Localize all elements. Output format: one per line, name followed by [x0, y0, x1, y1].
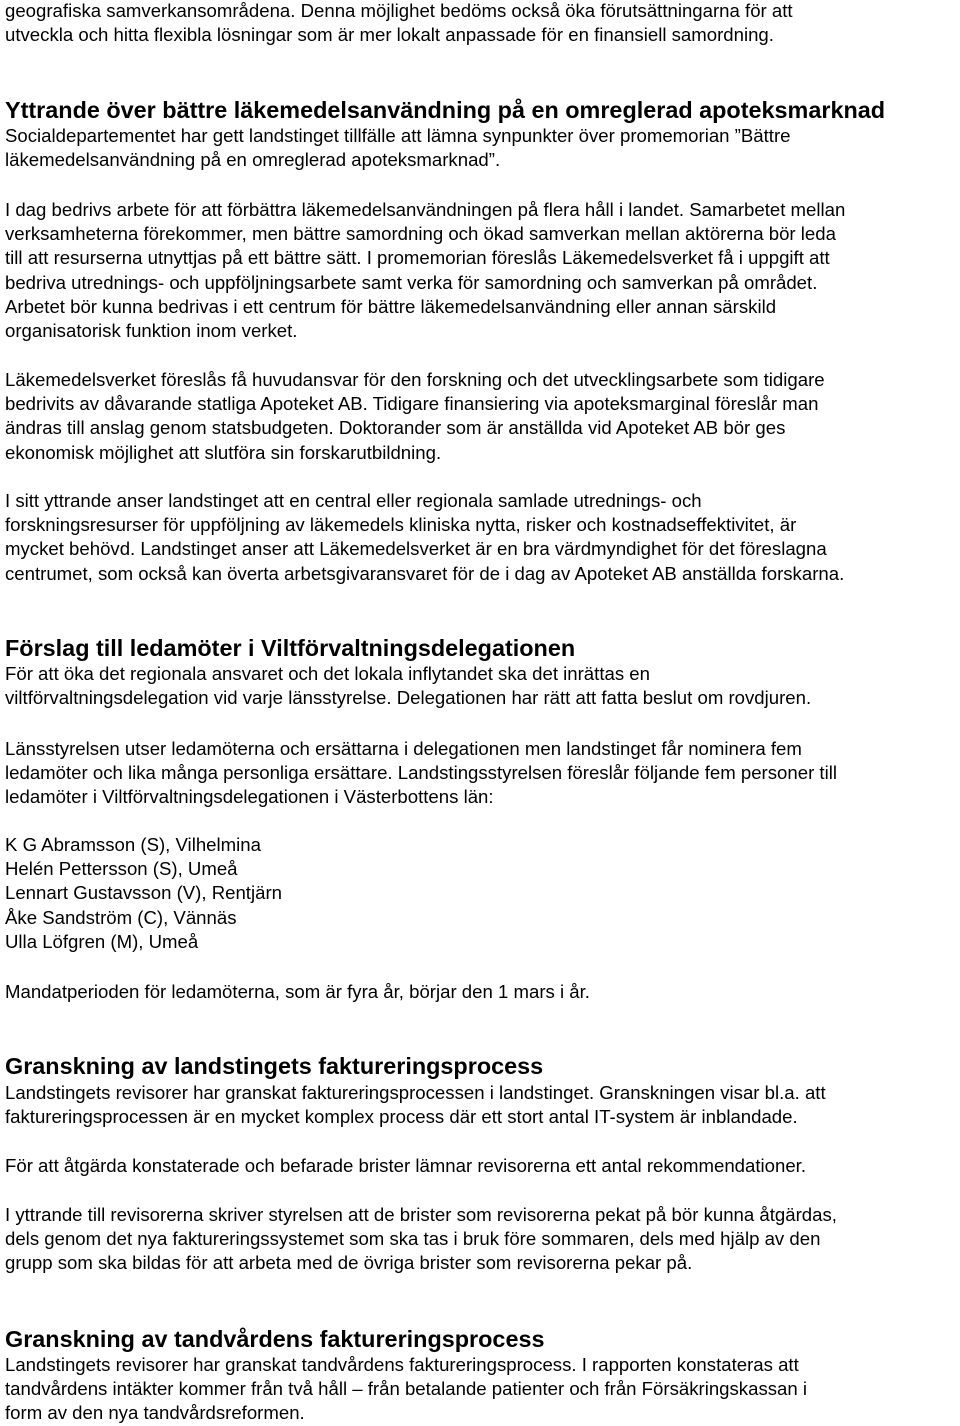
text-line: dels genom det nya faktureringssystemet som ska tas i bruk före sommaren, dels med hjälp av den	[5, 1228, 821, 1250]
paragraph	[5, 980, 960, 1004]
text-line: mycket behövd. Landstinget anser att Läkemedelsverket är en bra värdmyndighet för det föreslagna	[5, 538, 827, 560]
text-line: till att resurserna utnyttjas på ett bättre sätt. I promemorian föreslås Läkemedelsverket få i uppgift att	[5, 247, 830, 269]
section-heading: Granskning av tandvårdens faktureringsprocess	[5, 1326, 545, 1352]
text-line: tandvårdens intäkter kommer från två håll – från betalande patienter och från Försäkringskassan i	[5, 1378, 808, 1400]
text-line: För att öka det regionala ansvaret och det lokala inflytandet ska det inrättas en	[5, 663, 650, 684]
text-line: Arbetet bör kunna bedrivas i ett centrum för bättre läkemedelsanvändning eller annan särskild	[5, 295, 777, 317]
text-line: utveckla och hitta flexibla lösningar som är mer lokalt anpassade för en finansiell samordning.	[5, 24, 774, 46]
text-line: centrumet, som också kan överta arbetsgivaransvaret för de i dag av Apoteket AB anställda forskarna.	[5, 562, 845, 584]
paragraph	[5, 662, 960, 710]
paragraph	[5, 1081, 960, 1129]
paragraph	[5, 737, 960, 810]
paragraph	[5, 1203, 960, 1276]
text-line: I sitt yttrande anser landstinget att en central eller regionala samlade utrednings- och	[5, 490, 702, 511]
text-line: ledamöter i Viltförvaltningsdelegationen i Västerbottens län:	[5, 786, 494, 808]
paragraph	[5, 1353, 960, 1426]
text-line: ändras till anslag genom statsbudgeten. Doktorander som är anställda vid Apoteket AB bör ges	[5, 417, 786, 439]
paragraph	[5, 368, 960, 465]
text-line: viltförvaltningsdelegation vid varje länsstyrelse. Delegationen har rätt att fatta beslut om rovdjuren.	[5, 687, 812, 709]
text-line: bedriva utrednings- och uppföljningsarbete samt verka för samordning och samverkan på området.	[5, 271, 818, 293]
intro-paragraph	[5, 0, 960, 47]
paragraph	[5, 198, 960, 343]
text-line: faktureringsprocessen är en mycket komplex process där ett stort antal IT-system är inblandade.	[5, 1106, 798, 1128]
text-line: geografiska samverkansområdena. Denna möjlighet bedöms också öka förutsättningarna för att	[5, 0, 793, 21]
text-line: Socialdepartementet har gett landstinget tillfälle att lämna synpunkter över promemorian ”Bättre	[5, 125, 791, 146]
text-line: I dag bedrivs arbete för att förbättra läkemedelsanvändningen på flera håll i landet. Samarbetet mellan	[5, 199, 846, 220]
text-line: I yttrande till revisorerna skriver styrelsen att de brister som revisorerna pekat på bör kunna åtgärdas,	[5, 1204, 837, 1225]
list-item: Lennart Gustavsson (V), Rentjärn	[5, 882, 282, 904]
text-line: ledamöter och lika många personliga ersättare. Landstingsstyrelsen föreslår följande fem personer till	[5, 762, 837, 784]
section-heading: Förslag till ledamöter i Viltförvaltningsdelegationen	[5, 635, 576, 661]
paragraph	[5, 489, 960, 586]
list-item: K G Abramsson (S), Vilhelmina	[5, 834, 261, 855]
text-line: verksamheterna förekommer, men bättre samordning och ökad samverkan mellan aktörerna bör leda	[5, 223, 836, 245]
text-line: Länsstyrelsen utser ledamöterna och ersättarna i delegationen men landstinget får nominera fem	[5, 738, 802, 759]
section-heading: Yttrande över bättre läkemedelsanvändning på en omreglerad apoteksmarknad	[5, 97, 886, 123]
text-line: läkemedelsanvändning på en omreglerad apoteksmarknad”.	[5, 149, 501, 171]
text-line: Landstingets revisorer har granskat tandvårdens faktureringsprocess. I rapporten konstateras att	[5, 1354, 799, 1375]
text-line: forskningsresurser för uppföljning av läkemedels kliniska nytta, risker och kostnadseffektivitet, är	[5, 514, 797, 536]
text-line: Läkemedelsverket föreslås få huvudansvar för den forskning och det utvecklingsarbete som tidigare	[5, 369, 825, 390]
text-line: organisatorisk funktion inom verket.	[5, 319, 298, 341]
text-line: ekonomisk möjlighet att slutföra sin forskarutbildning.	[5, 441, 442, 463]
text-line: grupp som ska bildas för att arbeta med de övriga brister som revisorerna pekar på.	[5, 1252, 693, 1274]
member-list	[5, 833, 960, 954]
list-item: Helén Pettersson (S), Umeå	[5, 858, 238, 880]
text-line: Landstingets revisorer har granskat faktureringsprocessen i landstinget. Granskningen visar bl.a. att	[5, 1082, 826, 1103]
text-line: form av den nya tandvårdsreformen.	[5, 1402, 305, 1424]
text-line: För att åtgärda konstaterade och befarade brister lämnar revisorerna ett antal rekommendationer.	[5, 1155, 806, 1176]
text-line: bedrivits av dåvarande statliga Apoteket AB. Tidigare finansiering via apoteksmarginal föreslår man	[5, 393, 819, 415]
text-line: Mandatperioden för ledamöterna, som är fyra år, börjar den 1 mars i år.	[5, 981, 590, 1002]
paragraph	[5, 124, 960, 172]
list-item: Ulla Löfgren (M), Umeå	[5, 930, 199, 952]
section-heading: Granskning av landstingets faktureringsprocess	[5, 1053, 544, 1079]
paragraph	[5, 1154, 960, 1178]
list-item: Åke Sandström (C), Vännäs	[5, 906, 237, 928]
